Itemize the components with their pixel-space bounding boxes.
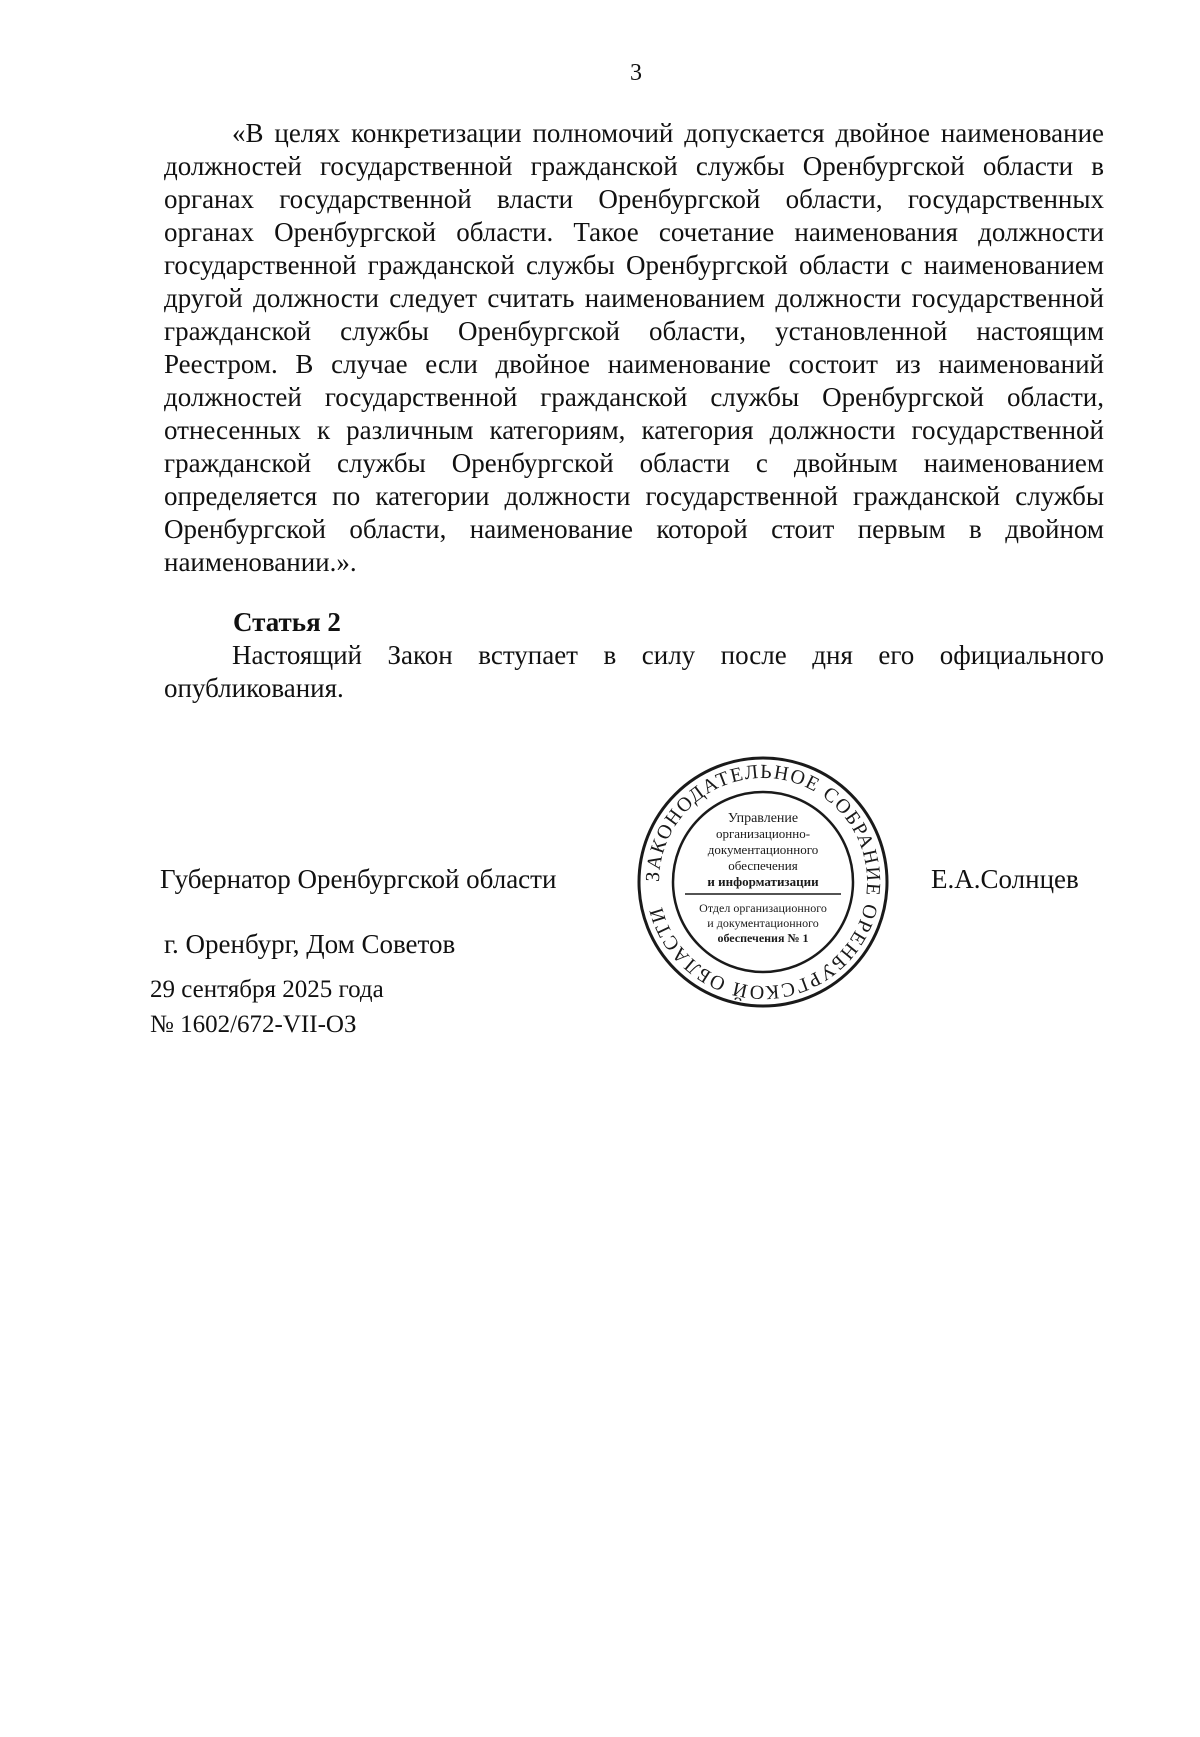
signing-place: г. Оренбург, Дом Советов — [164, 929, 456, 959]
seal-ring-text: ЗАКОНОДАТЕЛЬНОЕ СОБРАНИЕ ОРЕНБУРГСКОЙ ОБЛАСТИ — [641, 760, 885, 1004]
article-2-text — [164, 639, 1104, 705]
signatory-position: Губернатор Оренбургской области — [160, 864, 557, 894]
seal-graphic — [635, 754, 891, 1010]
seal-line-2: организационно- — [715, 826, 811, 841]
article-2-heading: Статья 2 — [233, 607, 341, 637]
law-number: № 1602/672-VII-ОЗ — [150, 1011, 357, 1038]
seal-line-4: обеспечения — [728, 858, 798, 873]
seal-line-8: обеспечения № 1 — [717, 931, 809, 945]
seal-line-7: и документационного — [707, 916, 819, 930]
official-seal — [635, 754, 891, 1010]
article-2-paragraph: Настоящий Закон вступает в силу после дня его официального опубликования. — [164, 640, 1104, 703]
seal-line-6: Отдел организационного — [699, 901, 827, 915]
signatory-name: Е.А.Солнцев — [931, 864, 1079, 894]
seal-line-5: и информатизации — [707, 874, 819, 889]
page-number: 3 — [630, 60, 642, 86]
paragraph-1: «В целях конкретизации полномочий допускается двойное наименование должностей государственной гражданской службы Оренбургской области в органах государственной власти Оренбургской области, государственных органах Оренбургской области. Такое сочетание наименования должности государственной гражданской службы Оренбургской области с наименованием другой должности следует считать наименованием должности государственной гражданской службы Оренбургской области, установленной настоящим Реестром. В случае если двойное наименование состоит из наименований должностей государственной гражданской службы Оренбургской области, отнесенных к различным категориям, категория должности государственной гражданской службы Оренбургской области с двойным наименованием определяется по категории должности государственной гражданской службы Оренбургской области, наименование которой стоит первым в двойном наименовании.». — [164, 118, 1104, 577]
document-body — [164, 117, 1104, 579]
signing-date: 29 сентября 2025 года — [150, 976, 384, 1003]
seal-line-3: документационного — [707, 842, 819, 857]
seal-line-1: Управление — [727, 811, 799, 826]
